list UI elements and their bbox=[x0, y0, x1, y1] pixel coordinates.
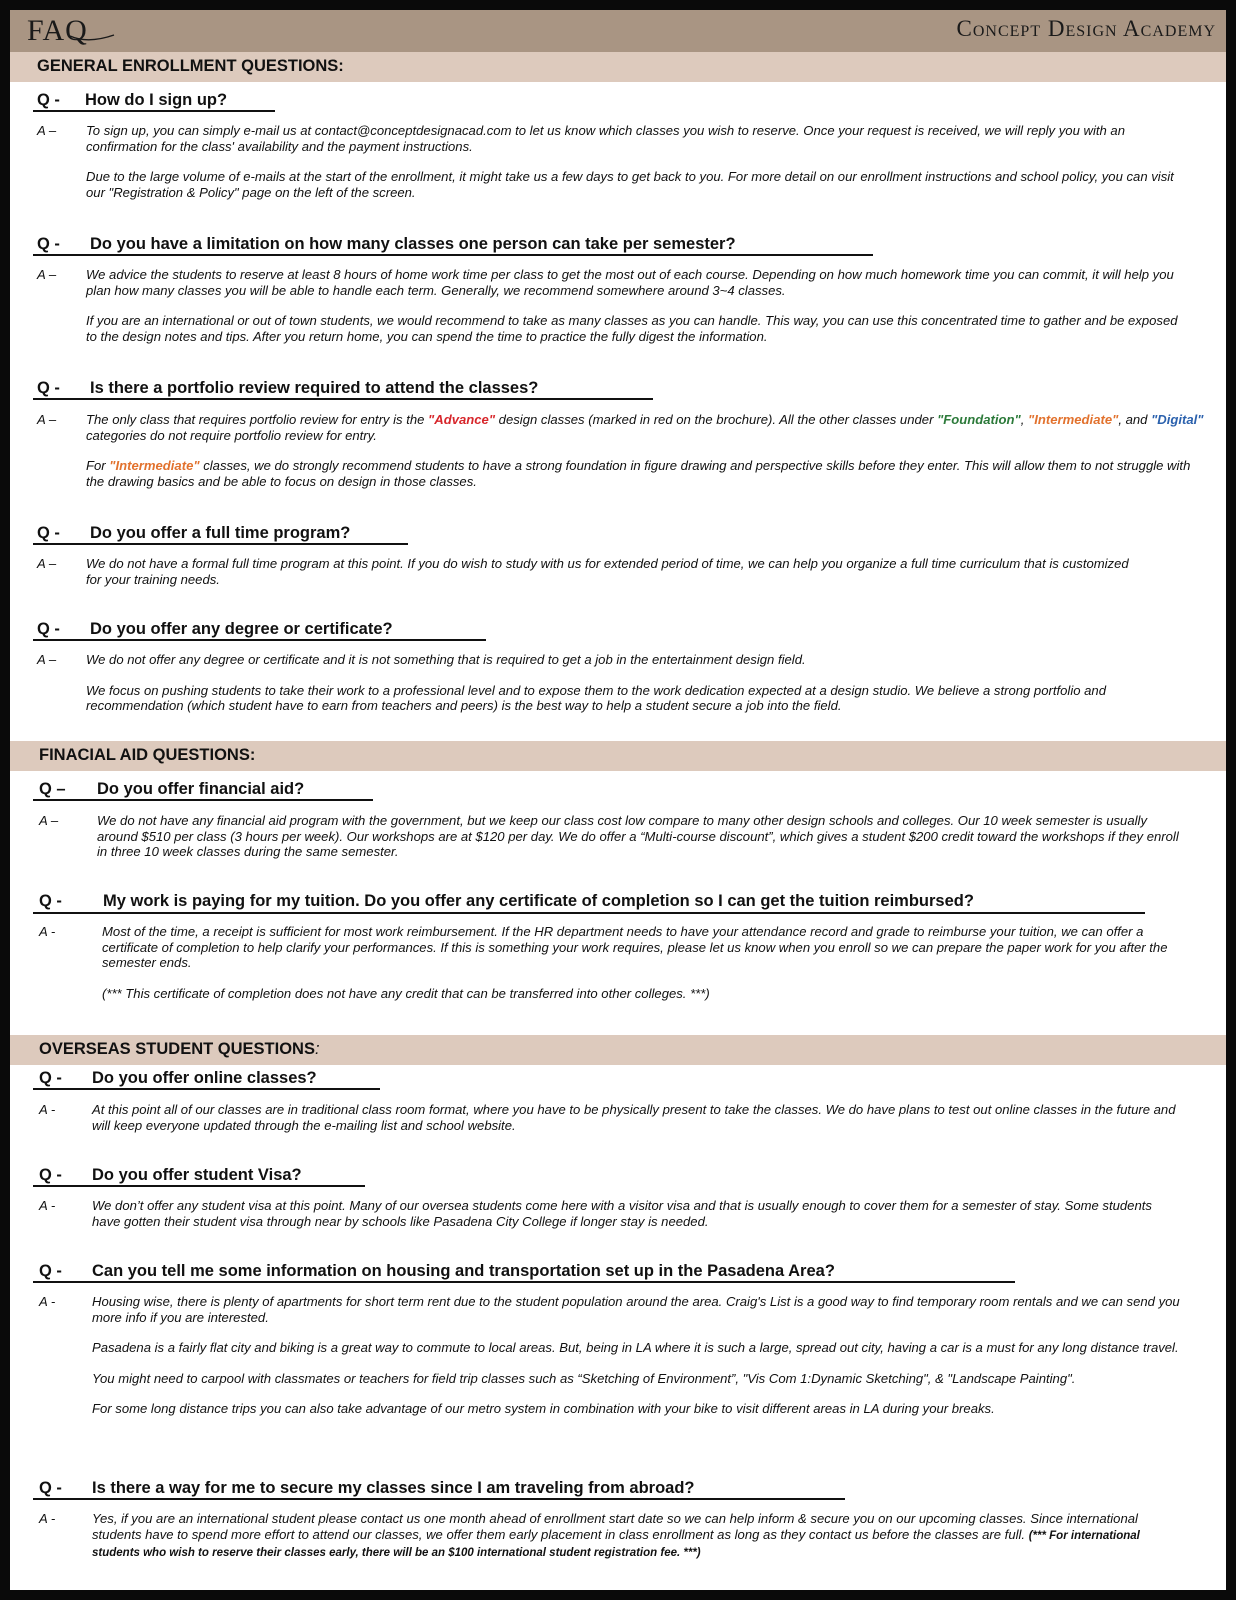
answer-paragraph: We advice the students to reserve at least 8 hours of home work time per class to get the most out of each course. Depending on how much homework time you can commit, it will help you plan how many classes you will be able to handle each term. Generally, we recommend somewhere around 3~4 classes. bbox=[86, 267, 1174, 298]
answer-prefix: A - bbox=[39, 1198, 56, 1213]
answer-paragraph: The only class that requires portfolio review for entry is the "Advance" design classes (marked in red on the brochure). All the other classes under "Foundation", "Intermediate", and "Digital" categories do not require portfolio review for entry. bbox=[86, 412, 1204, 443]
question-prefix: Q - bbox=[39, 1262, 62, 1280]
answer-paragraph: We do not offer any degree or certificate and it is not something that is required to get a job in the entertainment design field. bbox=[86, 652, 806, 667]
answer-paragraph: We do not have a formal full time program at this point. If you do wish to study with us for extended period of time, we can help you organize a full time curriculum that is customized for your training needs. bbox=[86, 556, 1129, 587]
swash-decoration-icon bbox=[68, 32, 118, 44]
question-online-classes: Do you offer online classes? bbox=[92, 1069, 317, 1087]
answer-degree bbox=[86, 652, 1186, 714]
answer-note: (*** This certificate of completion does not have any credit that can be transferred into other colleges. ***) bbox=[102, 985, 710, 1001]
answer-paragraph: We focus on pushing students to take their work to a professional level and to expose them to the work dedication expected at a design studio. We believe a strong portfolio and recommendation (which student have to earn from teachers and peers) is the best way to help a student secure a job into the field. bbox=[86, 682, 1106, 713]
question-prefix: Q – bbox=[39, 780, 66, 798]
question-underline bbox=[33, 1281, 1015, 1283]
answer-paragraph: At this point all of our classes are in traditional class room format, where you have to be physically present to take the classes. We do have plans to test out online classes in the future and will keep everyone updated through the e-mailing list and school website. bbox=[92, 1102, 1176, 1133]
question-underline bbox=[33, 543, 408, 545]
question-underline bbox=[33, 110, 275, 112]
answer-paragraph: Due to the large volume of e-mails at the start of the enrollment, it might take us a few days to get back to you. For more detail on our enrollment instructions and school policy, you can visit our "Registration & Policy" page on the left of the screen. bbox=[86, 169, 1174, 200]
answer-paragraph: For "Intermediate" classes, we do strongly recommend students to have a strong foundation in figure drawing and perspective skills before they enter. This will allow them to not struggle with the drawing basics and be able to focus on design in those classes. bbox=[86, 458, 1191, 489]
intermediate-label: "Intermediate" bbox=[109, 458, 200, 473]
question-underline bbox=[33, 799, 373, 801]
question-portfolio-review: Is there a portfolio review required to attend the classes? bbox=[90, 379, 539, 397]
academy-name: Concept Design Academy bbox=[956, 16, 1216, 41]
question-sign-up: How do I sign up? bbox=[85, 91, 228, 109]
question-class-limit: Do you have a limitation on how many classes one person can take per semester? bbox=[90, 235, 736, 253]
section-financial-aid bbox=[10, 741, 1226, 771]
question-tuition-reimbursed: My work is paying for my tuition. Do you offer any certificate of completion so I can get the tuition reimbursed? bbox=[103, 892, 974, 910]
header-bar bbox=[10, 10, 1226, 52]
section-title: OVERSEAS STUDENT QUESTIONS: bbox=[39, 1040, 320, 1058]
question-secure-classes: Is there a way for me to secure my classes since I am traveling from abroad? bbox=[92, 1479, 695, 1497]
digital-label: "Digital" bbox=[1151, 412, 1204, 427]
question-full-time: Do you offer a full time program? bbox=[90, 524, 351, 542]
answer-prefix: A – bbox=[37, 267, 57, 282]
question-prefix: Q - bbox=[37, 91, 60, 109]
answer-prefix: A - bbox=[39, 1102, 56, 1117]
answer-prefix: A – bbox=[37, 652, 57, 667]
answer-paragraph: Yes, if you are an international student please contact us one month ahead of enrollment start date so we can help inform & secure you on our upcoming classes. Since international students have to spend more effort to attend our classes, we offer them early placement in class enrollment as long as they contact us before the classes are full. (*** For international students who wish to reserve their classes early, there will be an $100 international student registration fee. ***) bbox=[92, 1511, 1140, 1559]
question-prefix: Q - bbox=[37, 524, 60, 542]
answer-prefix: A – bbox=[37, 412, 57, 427]
question-underline bbox=[33, 398, 653, 400]
answer-paragraph: Most of the time, a receipt is sufficient for most work reimbursement. If the HR department needs to have your attendance record and grade to reimburse your tuition, we can offer a certificate of completion to help clarify your performances. If this is something your work requires, please let us know when you enroll so we can prepare the paper work for you after the semester ends. bbox=[102, 924, 1168, 970]
question-student-visa: Do you offer student Visa? bbox=[92, 1166, 302, 1184]
answer-prefix: A - bbox=[39, 1294, 56, 1309]
answer-paragraph: We do not have any financial aid program with the government, but we keep our class cost low compare to many other design schools and colleges. Our 10 week semester is usually around $510 per class (3 hours per week). Our workshops are at $120 per day. We do offer a “Multi-course discount”, which gives a student $200 credit toward the workshops if they enroll in three 10 week classes during the same semester. bbox=[97, 813, 1179, 859]
foundation-label: "Foundation" bbox=[937, 412, 1021, 427]
answer-tuition-reimbursed bbox=[102, 924, 1182, 1001]
question-underline bbox=[33, 639, 486, 641]
answer-paragraph: To sign up, you can simply e-mail us at contact@conceptdesignacad.com to let us know which classes you wish to reserve. Once your request is received, we will reply you with an confirmation for the class' availability and the payment instructions. bbox=[86, 123, 1125, 154]
answer-online-classes bbox=[92, 1102, 1182, 1133]
answer-class-limit bbox=[86, 267, 1186, 344]
answer-prefix: A – bbox=[37, 556, 57, 571]
answer-secure-classes bbox=[92, 1511, 1184, 1562]
intermediate-label: "Intermediate" bbox=[1028, 412, 1119, 427]
question-financial-aid: Do you offer financial aid? bbox=[97, 780, 305, 798]
answer-prefix: A – bbox=[37, 123, 57, 138]
section-title: FINACIAL AID QUESTIONS: bbox=[39, 746, 256, 764]
answer-financial-aid bbox=[97, 813, 1187, 860]
faq-title: FAQ bbox=[27, 14, 88, 47]
registration-fee-note: (*** For international students who wish to reserve their classes early, there will be an $100 international student registration fee. ***) bbox=[92, 1529, 1140, 1559]
answer-paragraph: For some long distance trips you can also take advantage of our metro system in combination with your bike to visit different areas in LA during your breaks. bbox=[92, 1401, 995, 1416]
answer-paragraph: We don’t offer any student visa at this point. Many of our oversea students come here with a visitor visa and that is usually enough to cover them for a semester of stay. Some students have gotten their student visa through near by schools like Pasadena City College if longer stay is needed. bbox=[92, 1198, 1152, 1229]
question-prefix: Q - bbox=[39, 1479, 62, 1497]
section-general-enrollment bbox=[10, 52, 1226, 82]
question-underline bbox=[33, 1088, 380, 1090]
section-overseas-student bbox=[10, 1035, 1226, 1065]
question-housing-transportation: Can you tell me some information on housing and transportation set up in the Pasadena Area? bbox=[92, 1262, 835, 1280]
question-prefix: Q - bbox=[37, 379, 60, 397]
section-title: GENERAL ENROLLMENT QUESTIONS: bbox=[37, 57, 344, 75]
question-underline bbox=[33, 912, 1145, 914]
question-prefix: Q - bbox=[39, 1166, 62, 1184]
question-prefix: Q - bbox=[39, 892, 62, 910]
answer-sign-up bbox=[86, 123, 1176, 200]
answer-prefix: A – bbox=[39, 813, 59, 828]
answer-housing-transportation bbox=[92, 1294, 1182, 1417]
question-underline bbox=[33, 254, 873, 256]
answer-paragraph: Housing wise, there is plenty of apartments for short term rent due to the student population around the area. Craig's List is a good way to find temporary room rentals and we can send you more info if you are interested. bbox=[92, 1294, 1180, 1325]
answer-prefix: A - bbox=[39, 1511, 56, 1526]
advance-label: "Advance" bbox=[428, 412, 496, 427]
answer-prefix: A - bbox=[39, 924, 56, 939]
answer-paragraph: You might need to carpool with classmates or teachers for field trip classes such as “Sketching of Environment”, "Vis Com 1:Dynamic Sketching", & "Landscape Painting". bbox=[92, 1370, 1076, 1386]
question-prefix: Q - bbox=[37, 235, 60, 253]
question-underline bbox=[33, 1185, 365, 1187]
answer-portfolio-review bbox=[86, 412, 1206, 489]
answer-paragraph: If you are an international or out of town students, we would recommend to take as many classes as you can handle. This way, you can use this concentrated time to gather and be exposed to the design notes and tips. After you return home, you can spend the time to practice the fully digest the information. bbox=[86, 313, 1178, 344]
question-prefix: Q - bbox=[39, 1069, 62, 1087]
answer-student-visa bbox=[92, 1198, 1152, 1229]
answer-full-time bbox=[86, 556, 1146, 587]
question-prefix: Q - bbox=[37, 620, 60, 638]
question-degree: Do you offer any degree or certificate? bbox=[90, 620, 393, 638]
question-underline bbox=[33, 1498, 845, 1500]
answer-paragraph: Pasadena is a fairly flat city and biking is a great way to commute to local areas. But, being in LA where it is such a large, spread out city, having a car is a must for any long distance travel. bbox=[92, 1340, 1179, 1355]
